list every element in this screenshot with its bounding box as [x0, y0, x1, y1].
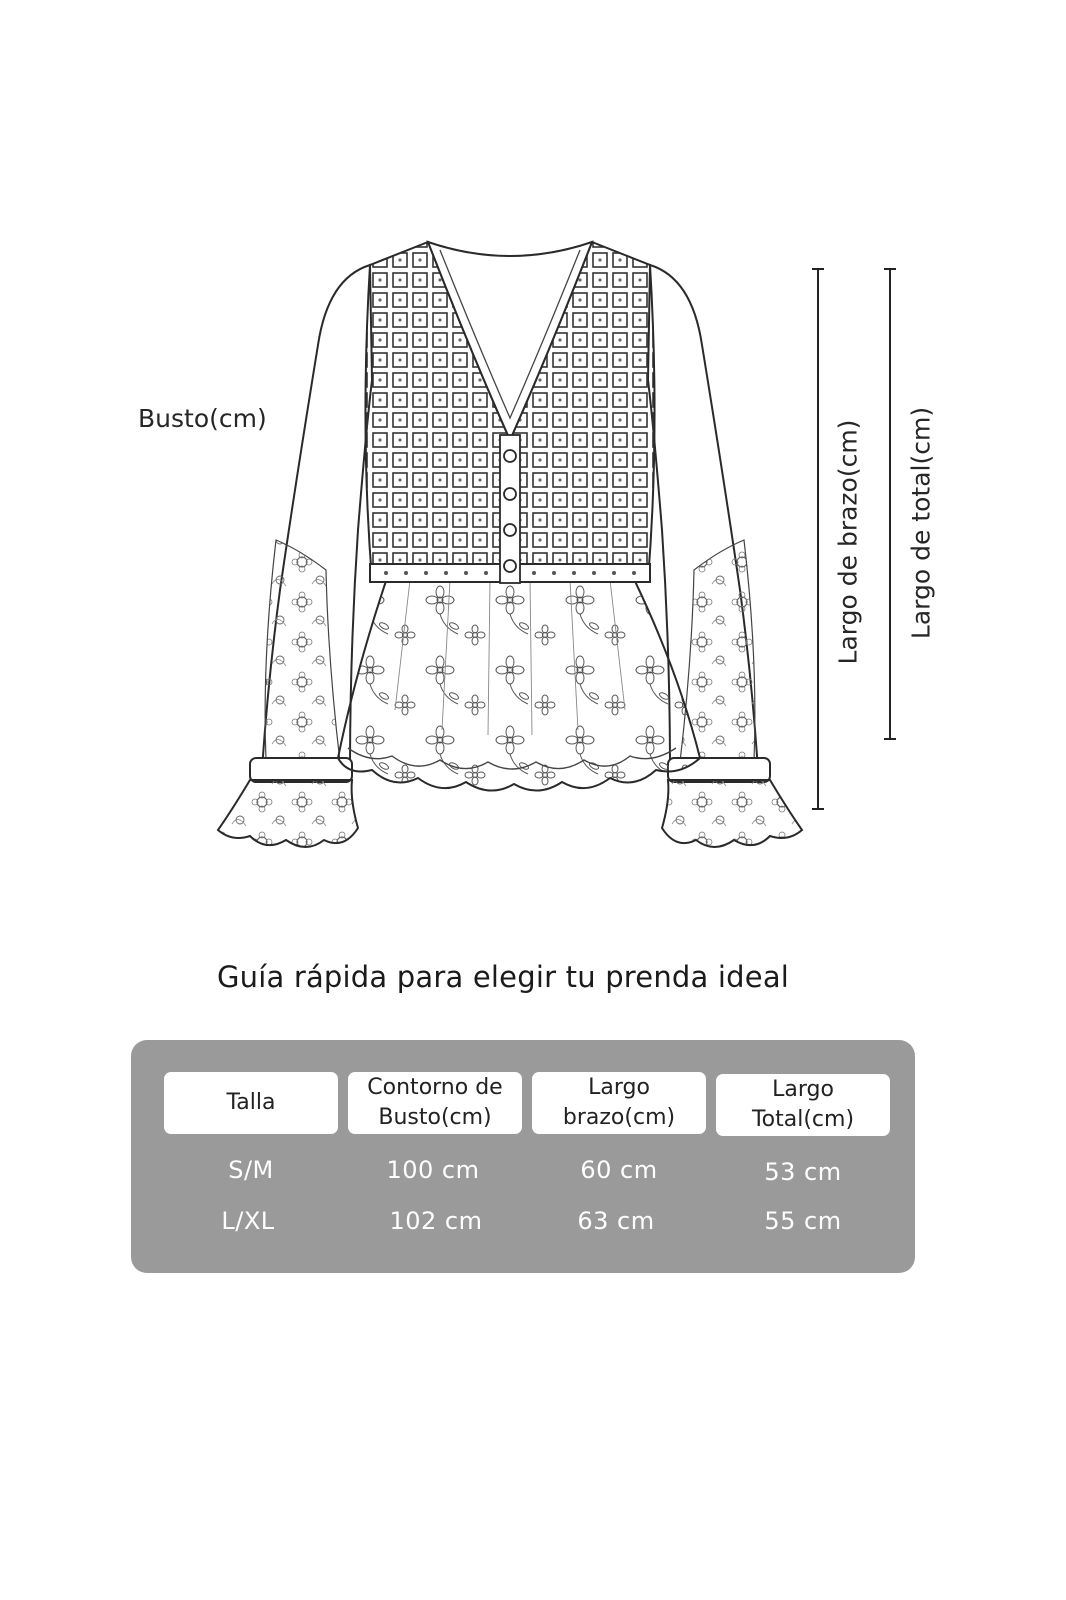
arm-length-label: Largo de brazo(cm)	[833, 419, 863, 665]
row-lxl-total: 55 cm	[764, 1207, 842, 1235]
row-sm-total: 53 cm	[764, 1158, 842, 1186]
row-lxl-arm: 63 cm	[577, 1207, 655, 1235]
bust-label: Busto(cm)	[138, 404, 267, 433]
row-lxl-size: L/XL	[221, 1207, 275, 1235]
header-size: Talla	[164, 1072, 338, 1134]
blouse-illustration	[210, 230, 810, 860]
row-lxl-bust: 102 cm	[389, 1207, 483, 1235]
right-cuff-ruffle	[662, 780, 802, 847]
row-sm-arm: 60 cm	[580, 1156, 658, 1184]
arm-length-line	[817, 268, 819, 810]
header-total: Largo Total(cm)	[716, 1074, 890, 1136]
total-length-cap-bottom	[884, 738, 896, 740]
total-length-cap-top	[884, 268, 896, 270]
size-table	[131, 1040, 915, 1273]
total-length-line	[889, 268, 891, 740]
guide-title: Guía rápida para elegir tu prenda ideal	[216, 960, 790, 994]
total-length-label: Largo de total(cm)	[906, 406, 936, 640]
row-sm-size: S/M	[228, 1156, 274, 1184]
arm-length-cap-bottom	[812, 808, 824, 810]
arm-length-cap-top	[812, 268, 824, 270]
header-arm: Largo brazo(cm)	[532, 1072, 706, 1134]
left-cuff-ruffle	[218, 780, 358, 847]
header-bust: Contorno de Busto(cm)	[348, 1072, 522, 1134]
row-sm-bust: 100 cm	[386, 1156, 480, 1184]
